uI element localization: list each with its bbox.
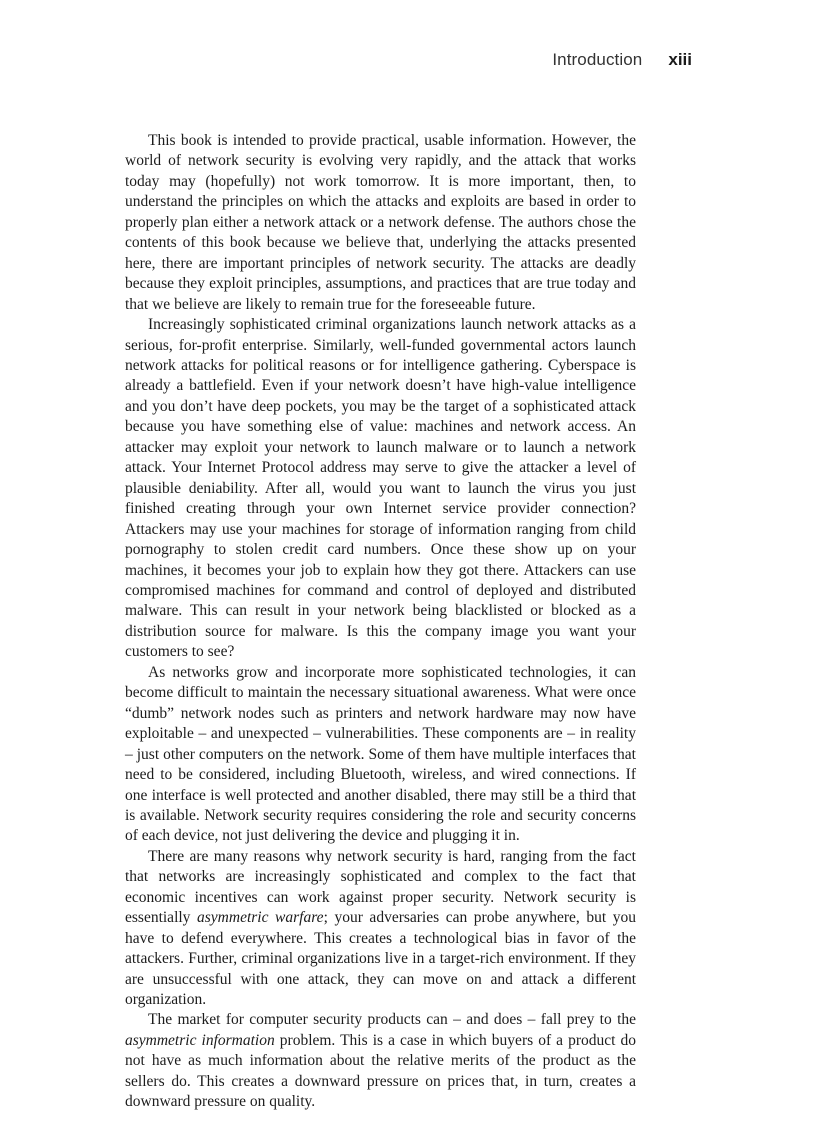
term-asymmetric-warfare: asymmetric warfare (197, 909, 324, 927)
paragraph-1: This book is intended to provide practical, usable information. However, the world of network security is evolving very rapidly, and the attack that works today may (hopefully) not work tomorrow. It is more important, then, to understand the principles on which the attacks and exploits are based in order to properly plan either a network attack or a network defense. The authors chose the contents of this book because we believe that, underlying the attacks presented here, there are important principles of network security. The attacks are deadly because they exploit principles, assumptions, and practices that are true today and that we believe are likely to remain true for the foreseeable future. (125, 132, 636, 313)
page-number: xiii (668, 50, 692, 69)
paragraph-4 (125, 847, 636, 1011)
term-asymmetric-information: asymmetric information (125, 1031, 275, 1049)
paragraph-2: Increasingly sophisticated criminal organizations launch network attacks as a serious, for-profit enterprise. Similarly, well-funded governmental actors launch network attacks for political reasons or for intelligence gathering. Cyberspace is already a battlefield. Even if your network doesn’t have high-value intelligence and you don’t have deep pockets, you may be the target of a sophisticated attack because you have something else of value: machines and network access. An attacker may exploit your network to launch malware or to launch a network attack. Your Internet Protocol address may serve to give the attacker a level of plausible deniability. After all, would you want to launch the virus you just finished creating through your own Internet service provider connection? Attackers may use your machines for storage of information ranging from child pornography to stolen credit card numbers. Once these show up on your machines, it becomes your job to explain how they got there. Attackers can use compromised machines for command and control of deployed and distributed malware. This can result in your network being blacklisted or blocked as a distribution source for malware. Is this the company image you want your customers to see? (125, 316, 636, 661)
body-text (125, 131, 636, 1113)
paragraph-3: As networks grow and incorporate more sophisticated technologies, it can become difficult to maintain the necessary situational awareness. What were once “dumb” network nodes such as printers and network hardware may now have exploitable – and unexpected – vulnerabilities. These components are – in reality – just other computers on the network. Some of them have multiple interfaces that need to be considered, including Bluetooth, wireless, and wired connections. If one interface is well protected and another disabled, there may still be a third that is available. Network security requires considering the role and security concerns of each device, not just delivering the device and plugging it in. (125, 663, 636, 845)
paragraph-5-text-start: The market for computer security products can – and does – fall prey to the (148, 1011, 636, 1029)
paragraph-5-text-end: problem. This is a case in which buyers of a product do not have as much information about the relative merits of the product as the sellers do. This creates a downward pressure on prices that, in turn, creates a downward pressure on quality. (125, 1031, 637, 1111)
running-head (552, 50, 692, 70)
paragraph-5 (125, 1010, 636, 1112)
running-head-section-title: Introduction (552, 50, 643, 69)
paragraph-4-text-start: There are many reasons why network security is hard, ranging from the fact that networks are increasingly sophisticated and complex to the fact that economic incentives can work against proper security. Network security is essentially (125, 847, 636, 927)
paragraph-4-text-end: ; your adversaries can probe anywhere, but you have to defend everywhere. This creates a technological bias in favor of the attackers. Further, criminal organizations live in a target-rich environment. If they are unsuccessful with one attack, they can move on and attack a different organization. (125, 909, 637, 1009)
